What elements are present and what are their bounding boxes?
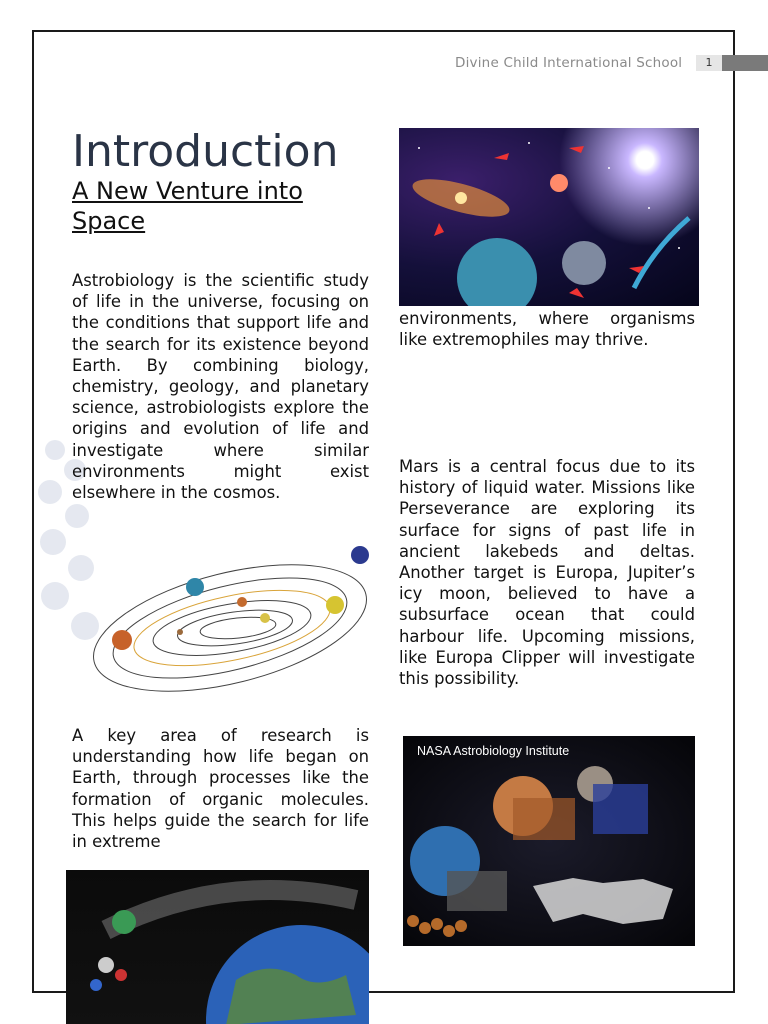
paragraph-mars-europa: Mars is a central focus due to its history of liquid water. Missions like Perseverance are exploring its surface for signs of past life in ancient lakebeds and deltas. Another target is Europa, Jupiter’s icy moon, believed to have a subsurface ocean that could harbour life. Upcoming missions, like Europa Clipper will investigate this possibility. [399,457,695,689]
page-title: Introduction [72,126,339,177]
paragraph-origins-of-life: A key area of research is understanding how life began on Earth, through processes like the formation of organic molecules. This helps guide the search for life in extreme [72,726,369,852]
space-collage-image [399,128,699,306]
page-subtitle: A New Venture into Space [72,177,303,235]
nasa-astrobiology-poster-image [403,736,695,946]
paragraph-extreme-environments: environments, where organisms like extremophiles may thrive. [399,309,695,350]
header-school-name: Divine Child International School [455,55,683,71]
earth-evolution-image [66,870,369,1024]
paragraph-astrobiology-intro: Astrobiology is the scientific study of life in the universe, focusing on the conditions that support life and the search for its existence beyond Earth. By combining biology, chemistry, geology, and planetary science, astrobiologists explore the origins and evolution of life and investigate where similar environments might exist elsewhere in the cosmos. [72,271,369,503]
page-number: 1 [696,55,722,71]
nasa-poster-heading: NASA Astrobiology Institute [417,744,570,758]
solar-system-image [70,540,375,705]
